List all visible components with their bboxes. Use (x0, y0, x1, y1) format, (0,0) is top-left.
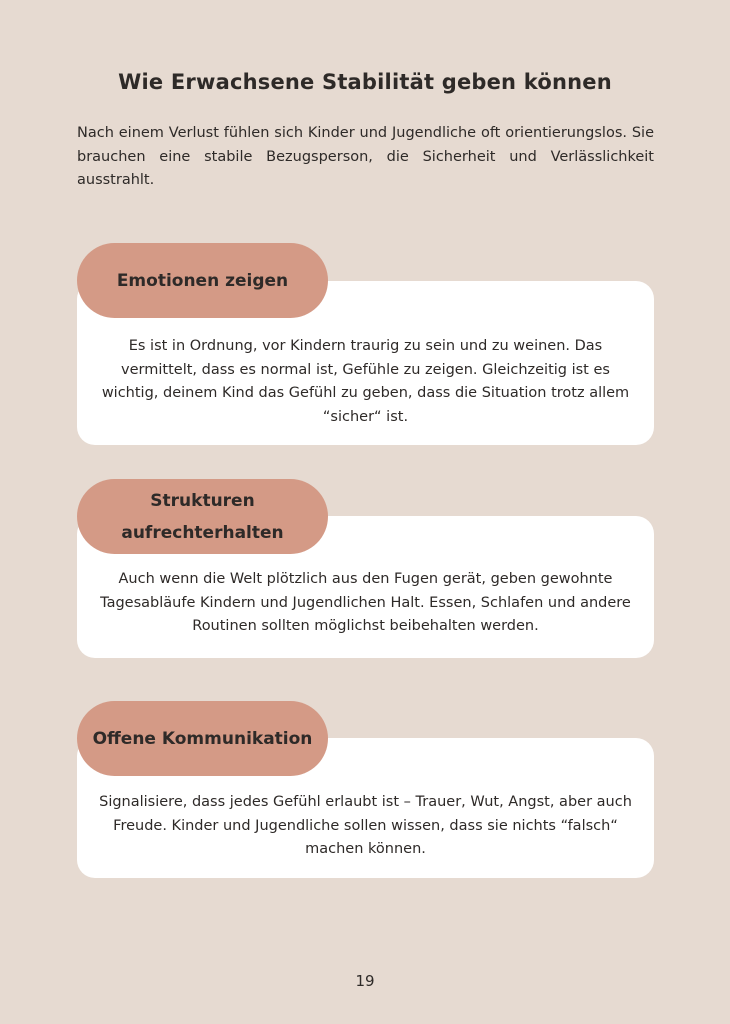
section-text: Auch wenn die Welt plötzlich aus den Fugen gerät, geben gewohnte Tagesabläufe Kindern und Jugendlichen Halt. Essen, Schlafen und andere Routinen sollten möglichst beibehalten werden. (100, 571, 631, 634)
section-heading-kommunikation: Offene Kommunikation (77, 701, 328, 776)
section-heading-emotionen: Emotionen zeigen (77, 243, 328, 318)
section-text: Es ist in Ordnung, vor Kindern traurig zu sein und zu weinen. Das vermittelt, dass es normal ist, Gefühle zu zeigen. Gleichzeitig ist es wichtig, deinem Kind das Gefühl zu geben, dass die Situation trotz allem “sicher“ ist. (101, 338, 630, 425)
intro-paragraph: Nach einem Verlust fühlen sich Kinder und Jugendliche oft orientierungslos. Sie brauchen eine stabile Bezugsperson, die Sicherheit und Verlässlichkeit ausstrahlt. (77, 125, 654, 188)
section-text: Signalisiere, dass jedes Gefühl erlaubt ist – Trauer, Wut, Angst, aber auch Freude. Kinder und Jugendliche sollen wissen, dass sie nichts “falsch“ machen können. (99, 794, 632, 857)
page-number: 19 (355, 972, 375, 990)
section-heading-strukturen: Strukturen aufrechterhalten (77, 479, 328, 554)
page-title: Wie Erwachsene Stabilität geben können (118, 70, 612, 94)
